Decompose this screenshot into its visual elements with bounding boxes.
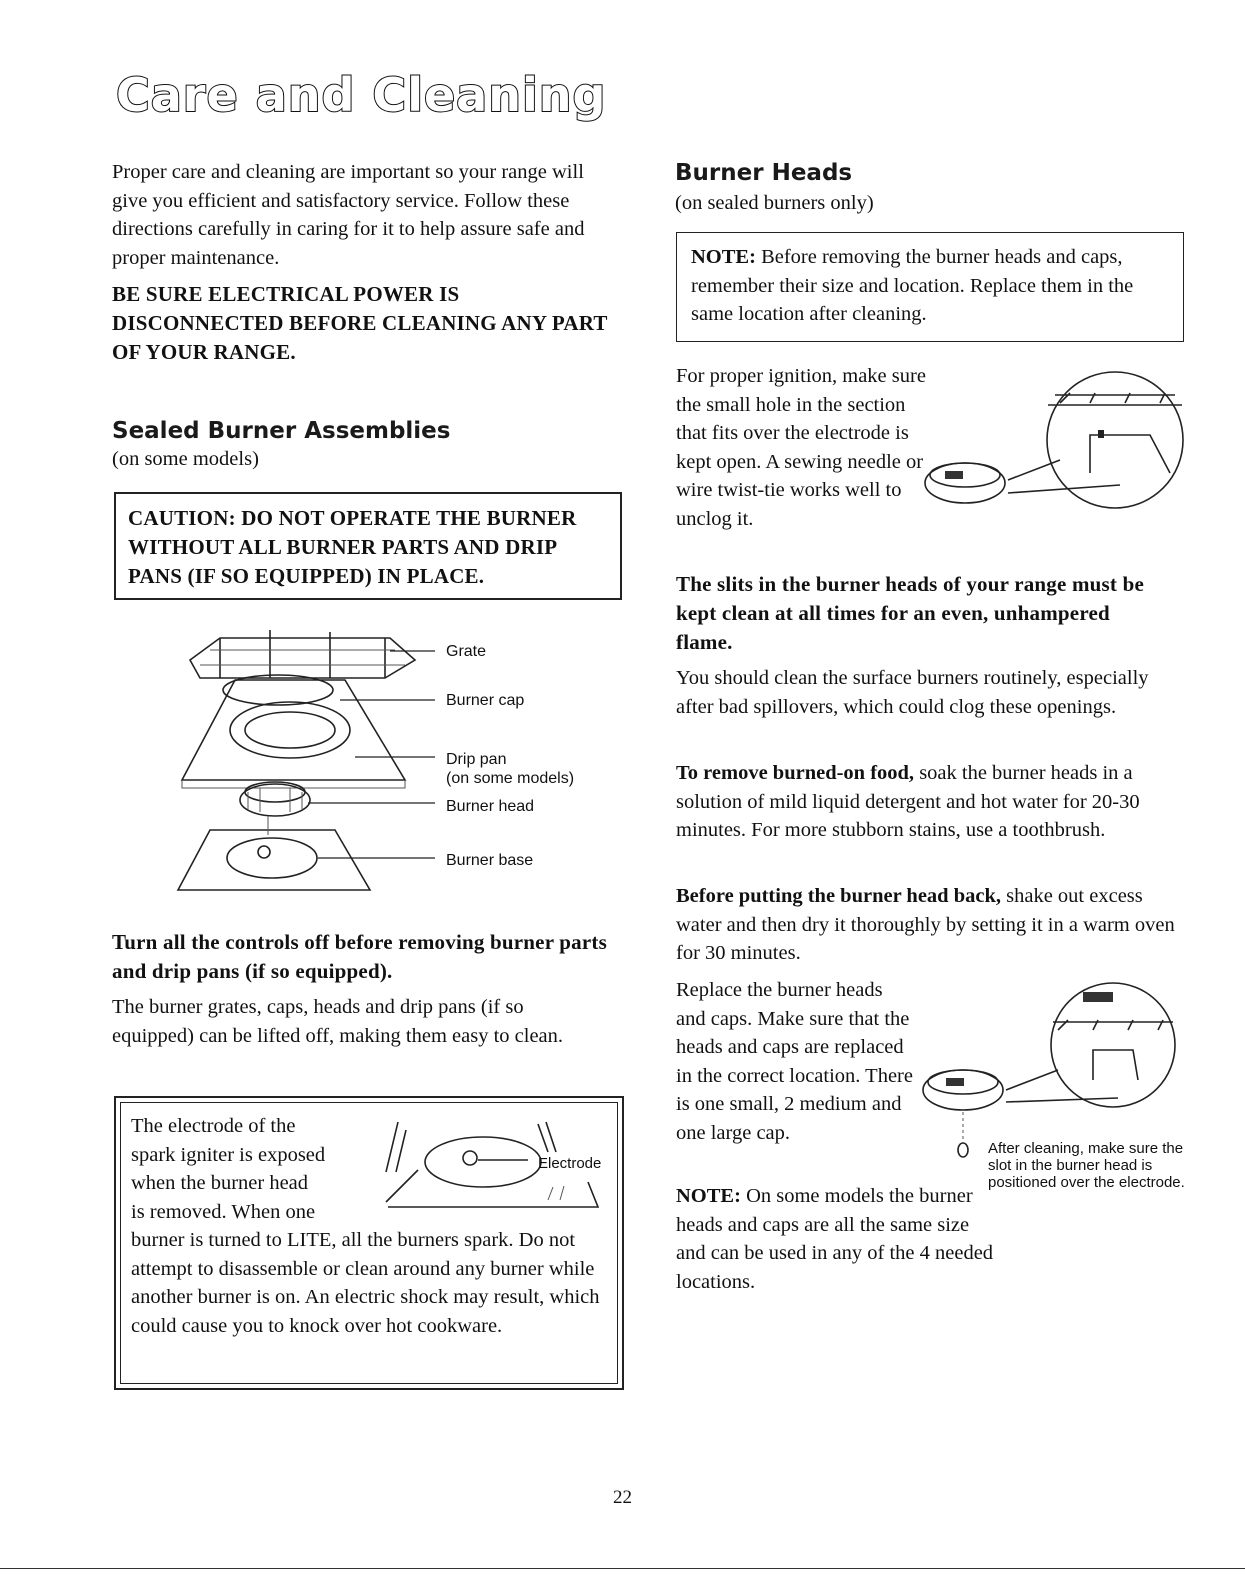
label-burner-head: Burner head xyxy=(446,798,535,815)
power-warning: BE SURE ELECTRICAL POWER IS DISCONNECTED BEFORE CLEANING ANY PART OF YOUR RANGE. xyxy=(112,282,608,364)
burner-head-hole-diagram xyxy=(920,365,1190,525)
remove-burned-food-paragraph xyxy=(676,759,1176,845)
remove-text: soak the burner heads in a solution of mild liquid detergent and hot water for 20-30 minutes. For more stubborn stains, use a toothbrush. xyxy=(676,762,1140,841)
burner-head-slot-diagram xyxy=(918,980,1198,1150)
electrode-line: is removed. When one xyxy=(131,1200,316,1223)
electrode-line: spark igniter is exposed xyxy=(131,1143,326,1166)
sealed-burner-heading: Sealed Burner Assemblies xyxy=(112,418,451,444)
electrode-text-top xyxy=(131,1112,381,1226)
label-grate: Grate xyxy=(446,643,487,660)
burner-heads-heading: Burner Heads xyxy=(675,160,853,186)
label-burner-cap: Burner cap xyxy=(446,692,525,709)
grate-drawing xyxy=(190,630,415,678)
note-box xyxy=(676,232,1184,342)
routine-paragraph: You should clean the surface burners routinely, especially after bad spillovers, which could clog these openings. xyxy=(676,667,1149,718)
before-label: Before putting the burner head back, xyxy=(676,885,1001,907)
slits-warning: The slits in the burner heads of your range must be kept clean at all times for an even, unhampered flame. xyxy=(676,572,1144,654)
after-cleaning-caption: After cleaning, make sure the slot in the burner head is positioned over the electrode. xyxy=(988,1140,1185,1191)
label-drip-pan: Drip pan xyxy=(446,751,507,768)
label-drip-pan-note: (on some models) xyxy=(446,770,575,787)
drip-pan-drawing xyxy=(182,675,405,788)
before-putting-back-paragraph xyxy=(676,882,1176,968)
lift-off-paragraph: The burner grates, caps, heads and drip pans (if so equipped) can be lifted off, making them easy to clean. xyxy=(112,996,564,1047)
burner-base-drawing xyxy=(178,816,370,890)
page-title: Care and Cleaning xyxy=(116,68,607,122)
note2-text: On some models the burner heads and caps are all the same size and can be used in any of the 4 needed locations. xyxy=(676,1185,994,1293)
note-text: Before removing the burner heads and caps, remember their size and location. Replace them in the same location after cleaning. xyxy=(691,246,1134,325)
burner-head-drawing xyxy=(240,782,310,816)
electrode-line: The electrode of the xyxy=(131,1115,296,1137)
label-electrode: Electrode xyxy=(538,1155,602,1172)
remove-label: To remove burned-on food, xyxy=(676,762,915,784)
electrode-text-bottom: burner is turned to LITE, all the burners spark. Do not attempt to disassemble or clean around any burner while another burner is on. An electric shock may result, which could cause you to knock over hot cookware. xyxy=(131,1229,600,1337)
turn-off-warning: Turn all the controls off before removing burner parts and drip pans (if so equipped). xyxy=(112,930,607,983)
before-text: shake out excess water and then dry it thoroughly by setting it in a warm oven for 30 minutes. xyxy=(676,885,1175,964)
replace-paragraph: Replace the burner heads and caps. Make sure that the heads and caps are replaced in the correct location. There is one small, 2 medium and one large cap. xyxy=(676,979,913,1144)
burner-heads-subheading: (on sealed burners only) xyxy=(675,192,874,214)
note2-label: NOTE: xyxy=(676,1185,741,1207)
ignition-paragraph: For proper ignition, make sure the small hole in the section that fits over the electrode is kept open. A sewing needle or wire twist-tie works well to unclog it. xyxy=(676,365,926,530)
footer-divider xyxy=(0,1568,1245,1569)
note2-paragraph xyxy=(676,1182,996,1296)
burner-assembly-diagram xyxy=(160,620,460,910)
caution-box xyxy=(114,492,622,600)
label-burner-base: Burner base xyxy=(446,852,534,869)
note-label: NOTE: xyxy=(691,246,756,268)
sealed-burner-subheading: (on some models) xyxy=(112,448,259,470)
page-number: 22 xyxy=(613,1487,632,1508)
caution-text: CAUTION: DO NOT OPERATE THE BURNER WITHOUT ALL BURNER PARTS AND DRIP PANS (IF SO EQUIPPED) IN PLACE. xyxy=(128,506,577,588)
intro-paragraph: Proper care and cleaning are important so your range will give you efficient and satisfactory service. Follow these directions carefully in caring for it to help assure safe and proper maintenance. xyxy=(112,161,585,269)
electrode-line: when the burner head xyxy=(131,1172,309,1194)
